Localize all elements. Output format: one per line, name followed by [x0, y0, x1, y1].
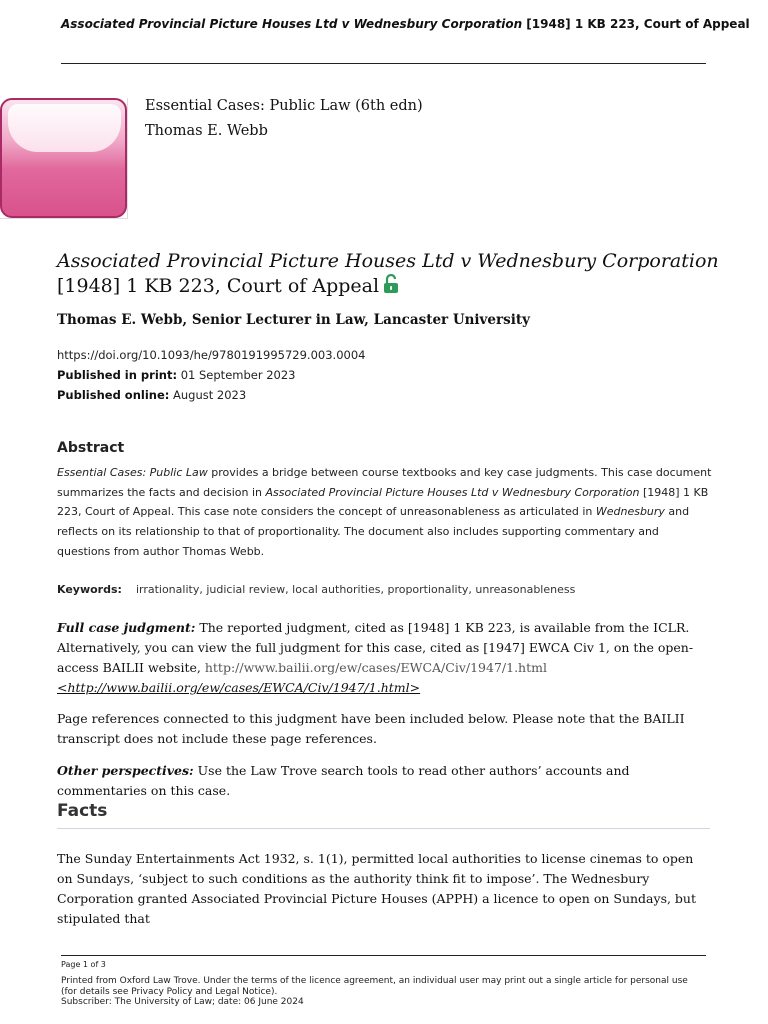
other-perspectives-label: Other perspectives: — [57, 763, 194, 778]
keywords-list[interactable]: irrationality, judicial review, local authorities, proportionality, unreasonableness — [135, 583, 576, 596]
footer-licence: Printed from Oxford Law Trove. Under the terms of the licence agreement, an individual user may print out a single article for personal use (for details see Privacy Policy and Legal Notice). — [61, 976, 688, 997]
publication-meta — [57, 345, 365, 405]
abstract-wednesbury: Wednesbury — [595, 505, 665, 519]
abstract-case-name: Associated Provincial Picture Houses Ltd v Wednesbury Corporation — [265, 485, 640, 499]
print-label: Published in print: — [57, 368, 178, 382]
keywords-label: Keywords: — [57, 583, 122, 596]
abstract-sentence-1: provides a bridge between course textbooks and key case judgments. This case document summarizes the facts and decision in — [57, 466, 712, 499]
page-references-paragraph: Page references connected to this judgment have been included below. Please note that the BAILII transcript does not include these page references. — [57, 711, 685, 746]
cover-shine — [8, 104, 121, 152]
book-title[interactable]: Essential Cases: Public Law (6th edn) — [145, 98, 423, 114]
book-author[interactable]: Thomas E. Webb — [145, 123, 268, 139]
case-citation: [1948] 1 KB 223, Court of Appeal — [57, 275, 380, 297]
running-head-citation: [1948] 1 KB 223, Court of Appeal — [522, 17, 750, 31]
book-cover-image — [0, 98, 127, 218]
facts-heading: Facts — [57, 801, 108, 821]
full-case-paragraph — [57, 618, 712, 698]
other-perspectives-paragraph — [57, 761, 712, 801]
header-divider — [61, 63, 706, 64]
abstract-sentence-2: [1948] 1 KB 223, Court of Appeal. This case note considers the concept of unreasonableness as articulated in — [57, 485, 709, 519]
facts-paragraph: The Sunday Entertainments Act 1932, s. 1(1), permitted local authorities to license cinemas to open on Sundays, ‘subject to such conditions as the authority think fit to impose’. The Wednesbury Corporation granted Associated Provincial Picture Houses (APPH) a licence to open on Sundays, but stipulated that — [57, 851, 697, 926]
footer-notice — [61, 976, 701, 1008]
footer-subscriber: Subscriber: The University of Law; date: 06 June 2024 — [61, 997, 304, 1007]
facts-divider — [57, 828, 710, 829]
abstract-sentence-3: and reflects on its relationship to that of proportionality. The document also includes supporting commentary and questions from author Thomas Webb. — [57, 505, 690, 558]
author-byline: Thomas E. Webb, Senior Lecturer in Law, Lancaster University — [57, 312, 530, 328]
bailii-url[interactable]: http://www.bailii.org/ew/cases/EWCA/Civ/1947/1.html — [204, 660, 547, 675]
abstract-heading: Abstract — [57, 440, 125, 456]
case-name: Associated Provincial Picture Houses Ltd v Wednesbury Corporation — [57, 250, 719, 272]
abstract-book-title: Essential Cases: Public Law — [57, 466, 208, 479]
page-number: Page 1 of 3 — [61, 960, 106, 969]
online-label: Published online: — [57, 388, 170, 402]
full-case-label: Full case judgment: — [57, 620, 196, 635]
other-perspectives-text: Use the Law Trove search tools to read other authors’ accounts and commentaries on this case. — [57, 763, 630, 798]
running-head-case-name: Associated Provincial Picture Houses Ltd v Wednesbury Corporation — [61, 17, 523, 31]
print-date-row — [57, 365, 365, 385]
case-title — [57, 249, 737, 301]
online-date: August 2023 — [169, 388, 247, 402]
doi-link[interactable]: https://doi.org/10.1093/he/9780191995729.003.0004 — [57, 348, 366, 362]
open-lock-icon — [383, 274, 399, 301]
bailii-link[interactable]: <http://www.bailii.org/ew/cases/EWCA/Civ/1947/1.html> — [57, 680, 421, 695]
footer-divider — [61, 955, 706, 956]
running-head — [61, 17, 750, 31]
abstract-text — [57, 463, 712, 562]
keywords — [57, 583, 575, 596]
print-date: 01 September 2023 — [177, 368, 296, 382]
online-date-row — [57, 385, 365, 405]
full-case-text: The reported judgment, cited as [1948] 1 KB 223, is available from the ICLR. Alternatively, you can view the full judgment for this case, cited as [1947] EWCA Civ 1, on the open-access BAILII website, — [57, 620, 694, 675]
